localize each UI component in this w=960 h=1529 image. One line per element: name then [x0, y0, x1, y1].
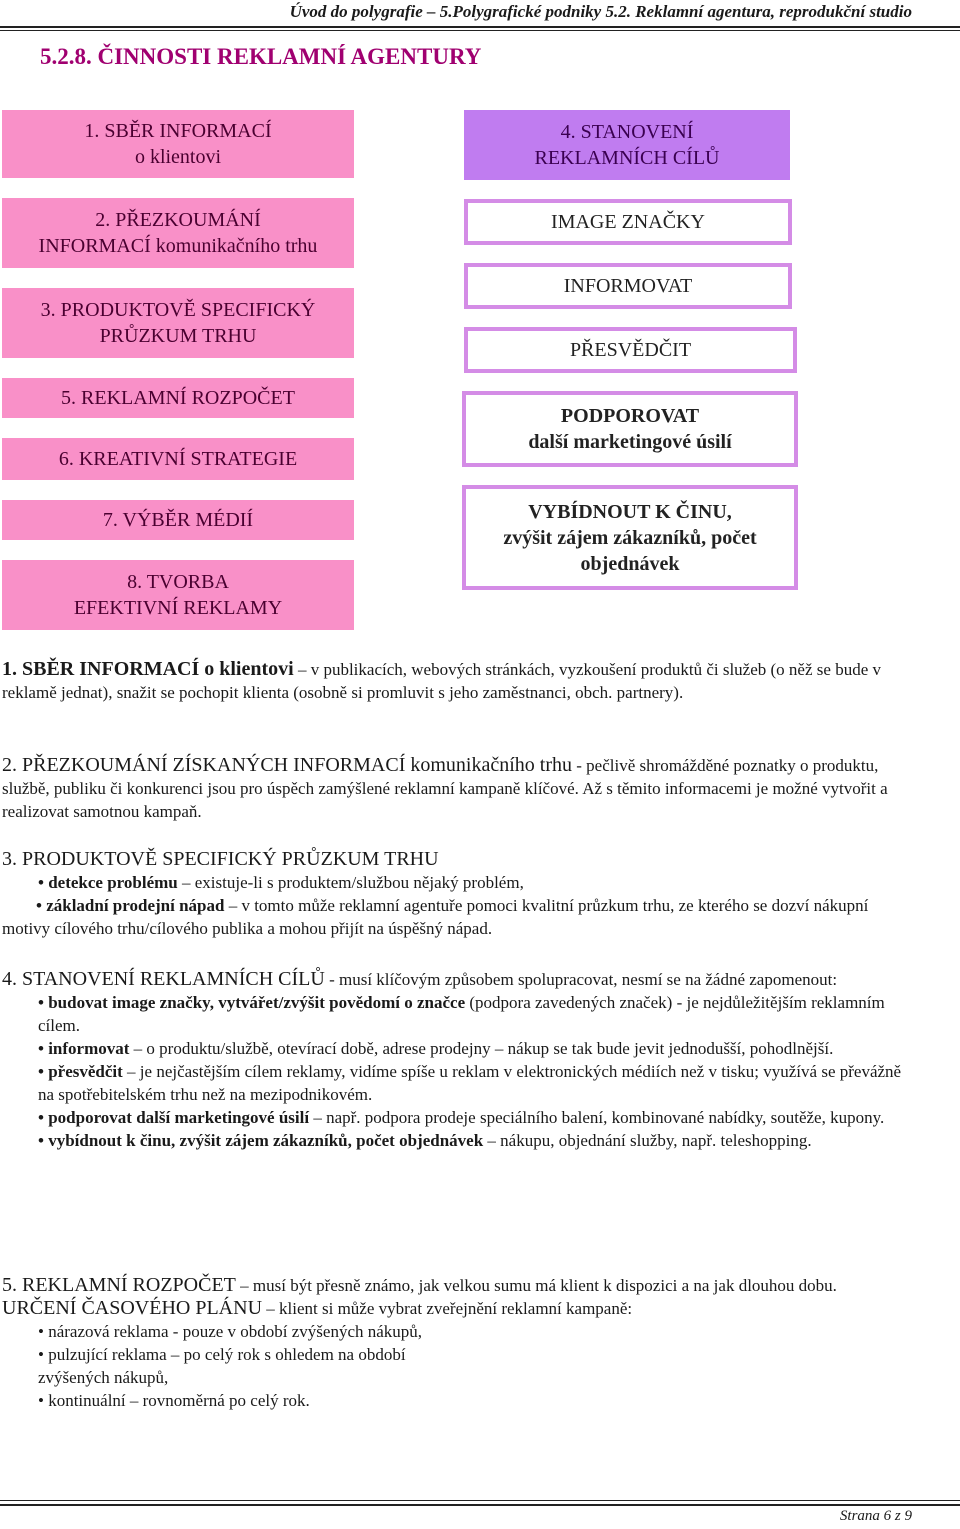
- box-line: REKLAMNÍCH CÍLŮ: [534, 147, 720, 169]
- box-persuade: [464, 327, 797, 373]
- box-inform: [464, 263, 792, 309]
- bullet-bold: • přesvědčit: [38, 1062, 123, 1081]
- section-title: 5.2.8. ČINNOSTI REKLAMNÍ AGENTURY: [40, 44, 482, 69]
- time-plan-line: [2, 1297, 918, 1320]
- bullet-item: [2, 1037, 918, 1060]
- bullet-bold: • základní prodejní nápad: [36, 896, 225, 915]
- header-rule-thin: [0, 30, 960, 31]
- bullet-text: – je nejčastějším cílem reklamy, vidíme spíše u reklam v elektronických médiích než v tisku; využívá se převážně na spotřebitelském trhu než na mezipodnikovém.: [38, 1062, 902, 1104]
- box-line: INFORMOVAT: [563, 275, 693, 297]
- box-line: VYBÍDNOUT K ČINU,: [528, 500, 732, 523]
- paragraph-collect-info: [2, 658, 918, 704]
- box-line: objednávek: [580, 552, 680, 575]
- box-line: 5. REKLAMNÍ ROZPOČET: [61, 387, 295, 409]
- box-brand-image: [464, 199, 792, 245]
- paragraph-text: - pečlivě shromážděné poznatky o produktu, službě, publiku či konkurenci jsou pro úspěch zamýšlené reklamní kampaně klíčové. Až s těmito informacemi je možné vytvořit a realizovat samotnou kampaň.: [2, 756, 888, 821]
- paragraph-market-research: [2, 848, 918, 940]
- box-line: PODPOROVAT: [560, 405, 700, 427]
- footer-rule-thin: [0, 1500, 960, 1501]
- paragraph-text: - musí klíčovým způsobem spolupracovat, nesmí se na žádné zapomenout:: [324, 970, 838, 989]
- box-line: EFEKTIVNÍ REKLAMY: [73, 597, 283, 619]
- footer-rule: [0, 1504, 960, 1506]
- box-support: [462, 391, 798, 467]
- box-line: zvýšit zájem zákazníků, počet: [503, 526, 757, 549]
- box-review-info: [2, 198, 354, 268]
- box-line: o klientovi: [134, 146, 222, 168]
- running-header: Úvod do polygrafie – 5.Polygrafické podniky 5.2. Reklamní agentura, reprodukční studio: [289, 2, 912, 21]
- box-collect-info: [2, 110, 354, 178]
- box-line: 3. PRODUKTOVĚ SPECIFICKÝ: [40, 299, 316, 321]
- paragraph-text: – klient si může vybrat zveřejnění reklamní kampaně:: [262, 1299, 633, 1318]
- bullet-text: – o produktu/službě, otevírací době, adrese prodejny – nákup se tak bude jevit jednodušší, pohodlnější.: [129, 1039, 834, 1058]
- paragraph-heading: 3. PRODUKTOVĚ SPECIFICKÝ PRŮZKUM TRHU: [2, 848, 439, 870]
- paragraph-review-info: [2, 754, 918, 823]
- paragraph-heading: 5. REKLAMNÍ ROZPOČET: [2, 1274, 236, 1296]
- bullet-item: [2, 894, 918, 940]
- bullet-item: [2, 991, 918, 1037]
- box-ad-goals: [464, 110, 790, 180]
- box-line: 4. STANOVENÍ: [560, 121, 694, 143]
- bullet-text: (podpora zavedených značek) - je nejdůležitějším reklamním cílem.: [38, 993, 885, 1035]
- bullet-bold: • vybídnout k činu, zvýšit zájem zákazníků, počet objednávek: [38, 1131, 484, 1150]
- box-budget: [2, 378, 354, 418]
- paragraph-ad-goals: [2, 968, 918, 1152]
- bullet-bold: • podporovat další marketingové úsilí: [38, 1108, 310, 1127]
- paragraph-heading: URČENÍ ČASOVÉHO PLÁNU: [2, 1297, 263, 1319]
- paragraph-heading: 4. STANOVENÍ REKLAMNÍCH CÍLŮ: [2, 968, 325, 990]
- bullet-bold: • informovat: [38, 1039, 130, 1058]
- bullet-text: – např. podpora prodeje speciálního balení, kombinované nabídky, soutěže, kupony.: [309, 1108, 885, 1127]
- bullet-item: [2, 1106, 918, 1129]
- box-line: 1. SBĚR INFORMACÍ: [84, 120, 272, 142]
- box-line: INFORMACÍ komunikačního trhu: [38, 235, 318, 257]
- bullet-item-continued: zvýšených nákupů,: [38, 1368, 169, 1387]
- box-line: 7. VÝBĚR MÉDIÍ: [102, 509, 254, 531]
- box-ad-creation: [2, 560, 354, 630]
- box-line: IMAGE ZNAČKY: [551, 211, 705, 233]
- box-line: 8. TVORBA: [127, 571, 229, 593]
- bullet-bold: • detekce problému: [38, 873, 178, 892]
- bullet-item: [2, 1060, 918, 1106]
- bullet-text: – existuje-li s produktem/službou nějaký problém,: [177, 873, 524, 892]
- box-creative-strategy: [2, 438, 354, 480]
- box-line: 6. KREATIVNÍ STRATEGIE: [58, 448, 298, 470]
- box-media-selection: [2, 500, 354, 540]
- page-number: Strana 6 z 9: [839, 1508, 912, 1524]
- box-market-research: [2, 288, 354, 358]
- bullet-item: • pulzující reklama – po celý rok s ohledem na období: [38, 1345, 406, 1364]
- bullet-item: • kontinuální – rovnoměrná po celý rok.: [38, 1391, 310, 1410]
- paragraph-heading: 1. SBĚR INFORMACÍ o klientovi: [2, 658, 294, 680]
- paragraph-text: – musí být přesně známo, jak velkou sumu má klient k dispozici a na jak dlouhou dobu.: [235, 1276, 837, 1295]
- box-line: PŘESVĚDČIT: [569, 339, 692, 361]
- bullet-text: – nákupu, objednání služby, např. teleshopping.: [483, 1131, 812, 1150]
- bullet-item: [2, 871, 918, 894]
- box-line: 2. PŘEZKOUMÁNÍ: [95, 209, 261, 231]
- box-line: další marketingové úsilí: [528, 431, 732, 453]
- box-line: PRŮZKUM TRHU: [99, 325, 257, 347]
- bullet-bold: • budovat image značky, vytvářet/zvýšit povědomí o značce: [38, 993, 466, 1012]
- bullet-item: [2, 1129, 918, 1152]
- paragraph-heading: 2. PŘEZKOUMÁNÍ ZÍSKANÝCH INFORMACÍ komunikačního trhu: [2, 754, 572, 776]
- paragraph-budget: [2, 1274, 918, 1412]
- header-rule: [0, 26, 960, 28]
- bullet-text: – v tomto může reklamní agentuře pomoci kvalitní průzkum trhu, ze kterého se dozví nákupní motivy cílového trhu/cílového publika a mohou přijít na úspěšný nápad.: [2, 896, 869, 938]
- paragraph-text: – v publikacích, webových stránkách, vyzkoušení produktů či služeb (o něž se bude v reklamě jednat), snažit se pochopit klienta (osobně si promluvit s jeho zaměstnanci, obch. partnery).: [2, 660, 881, 702]
- bullet-item: • nárazová reklama - pouze v období zvýšených nákupů,: [38, 1322, 423, 1341]
- box-call-to-action: [462, 485, 798, 590]
